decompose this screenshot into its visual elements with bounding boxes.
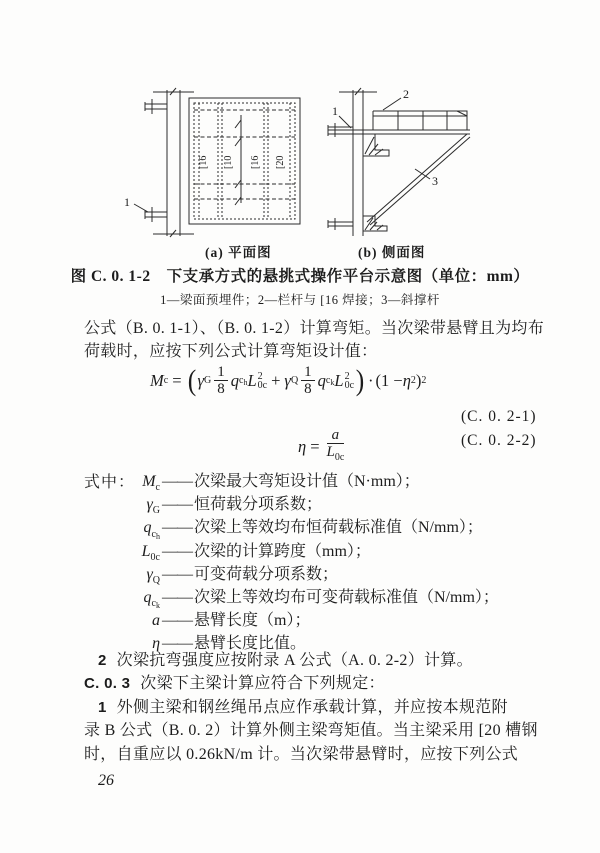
paragraph-1-line-2: 荷载时，应按下列公式计算弯矩设计值： [84, 343, 378, 361]
plan-wall-lines [153, 88, 194, 237]
plan-channel-label-1: [16 [198, 155, 209, 169]
side-railing [373, 111, 467, 130]
paragraph-1 [84, 317, 544, 364]
clause-c-0-3: C. 0. 3 次梁下主梁计算应符合下列规定： [84, 675, 385, 693]
paragraph-1-line-1: 公式（B. 0. 1-1）、（B. 0. 1-2）计算弯矩。当次梁带悬臂且为均布 [84, 320, 545, 337]
formula1-L1: L [247, 370, 257, 390]
formula1-gammaQ: γ [284, 370, 291, 390]
formula1-left-paren: ( [187, 363, 196, 397]
formula1-q1: q [230, 370, 240, 390]
definition-row: $\gamma_Q$ —— 可变荷载分项系数； [146, 565, 339, 586]
side-angle-bracket-bottom [363, 216, 387, 231]
side-wall-lines [339, 88, 377, 236]
formula1-M: M [150, 370, 164, 390]
plan-channel-label-3: [16 [250, 155, 261, 169]
clause-item-1-cont-2: 时，自重应以 0.26kN/m 计。当次梁带悬臂时，应按下列公式 [84, 745, 519, 763]
equation-number-1: (C. 0. 2-1) [461, 408, 537, 425]
formula2-equals: = [310, 436, 320, 456]
side-marker2-leader [383, 98, 401, 110]
formula1-q2: q [317, 370, 326, 390]
variable-definitions [84, 468, 499, 654]
formula1-plus: + [271, 370, 281, 390]
plan-view-diagram [100, 84, 325, 244]
body-clauses [84, 649, 538, 766]
formula1-gammaQ-sub: Q [290, 375, 299, 386]
definition-row: $\gamma_G$ —— 恒荷载分项系数； [146, 496, 323, 517]
side-angle-bracket-top [363, 134, 389, 156]
formula1-fraction-2: $\frac{1}{8}$ [301, 364, 315, 397]
side-marker2-label: 2 [403, 87, 409, 101]
formula1-dot: · [368, 370, 374, 390]
definition-row: $M_c$ —— 次梁最大弯矩设计值（N·mm）； [142, 473, 420, 494]
formula1-L2: L [334, 370, 344, 390]
side-view-caption: (b) 侧面图 [358, 245, 426, 260]
page-number: 26 [98, 772, 114, 789]
formula1-q2-sub: $c_k$ [325, 374, 335, 387]
clause-item-1-cont-1: 录 B 公式（B. 0. 2）计算外侧主梁弯矩值。当主梁采用 [20 槽钢 [84, 722, 538, 740]
clause-item-1: 1 外侧主梁和钢丝绳吊点应作承载计算，并应按本规范附 [98, 698, 508, 716]
side-deck [328, 130, 470, 134]
formula1-M-sub: c [163, 375, 169, 386]
plan-marker1-label: 1 [124, 195, 130, 209]
equation-number-2: (C. 0. 2-2) [461, 432, 537, 449]
formula1-tail-open: (1 − [375, 370, 403, 390]
formula-c-0-2-2 [298, 427, 347, 466]
side-marker1-label: 1 [332, 104, 338, 118]
definition-row: $q_{c_k}$ —— 次梁上等效均布可变荷载标准值（N/mm）； [143, 588, 499, 611]
formula1-equals: = [172, 370, 182, 390]
side-diagonal-brace [367, 134, 470, 225]
plan-view-caption: (a) 平面图 [205, 245, 272, 260]
definition-row: a —— 悬臂长度（m）； [152, 612, 311, 630]
formula-c-0-2-1: M c = ( γ G $\frac{1}{8}$ q $c_h$ L 2 0c + γ Q $\frac{1}{8}$ q $c_k$ L 2 0c ) · (1 − η 2 ) 2 [150, 363, 427, 397]
side-embedded-plate-bottom [328, 218, 353, 230]
clause-item-2: 2 次梁抗弯强度应按附录 A 公式（A. 0. 2-2）计算。 [98, 652, 473, 669]
formula1-gammaG-sub: G [204, 375, 212, 386]
formula1-fraction-1: $\frac{1}{8}$ [214, 364, 228, 397]
formula2-fraction: $\frac{a}{L_{0c}}$ [326, 427, 345, 463]
formula1-L1-supsub: 2 0c [257, 370, 268, 391]
formula1-q1-sub: $c_h$ [239, 374, 248, 387]
plan-joist-lines [194, 110, 295, 199]
plan-channel-label-4: [20 [275, 155, 286, 169]
plan-embedded-plates [145, 99, 167, 222]
formula1-eta: η [402, 370, 411, 390]
plan-break-line [235, 115, 241, 205]
figure-legend: 1—梁面预埋件；2—栏杆与 [16 焊接；3—斜撑杆 [160, 293, 440, 307]
definition-row: $L_{0c}$ —— 次梁的计算跨度（mm）； [141, 542, 371, 563]
plan-marker1-leader [134, 204, 148, 212]
side-marker1-leader [339, 116, 351, 128]
definition-row: η —— 悬臂长度比值。 [152, 635, 307, 653]
where-prefix: 式中： [84, 474, 136, 491]
formula1-right-paren: ) [355, 363, 365, 397]
formula1-gammaG: γ [197, 370, 205, 390]
side-marker3-label: 3 [432, 174, 438, 188]
formula2-eta: η [298, 436, 307, 456]
definition-row: $q_{c_h}$ —— 次梁上等效均布恒荷载标准值（N/mm）； [143, 519, 483, 541]
formula1-L2-supsub: 2 0c [344, 370, 355, 391]
side-view-diagram [325, 84, 495, 244]
plan-channel-label-2: [10 [223, 155, 234, 169]
figure-caption: 图 C. 0. 1-2 下支承方式的悬挑式操作平台示意图（单位：mm） [70, 268, 530, 285]
